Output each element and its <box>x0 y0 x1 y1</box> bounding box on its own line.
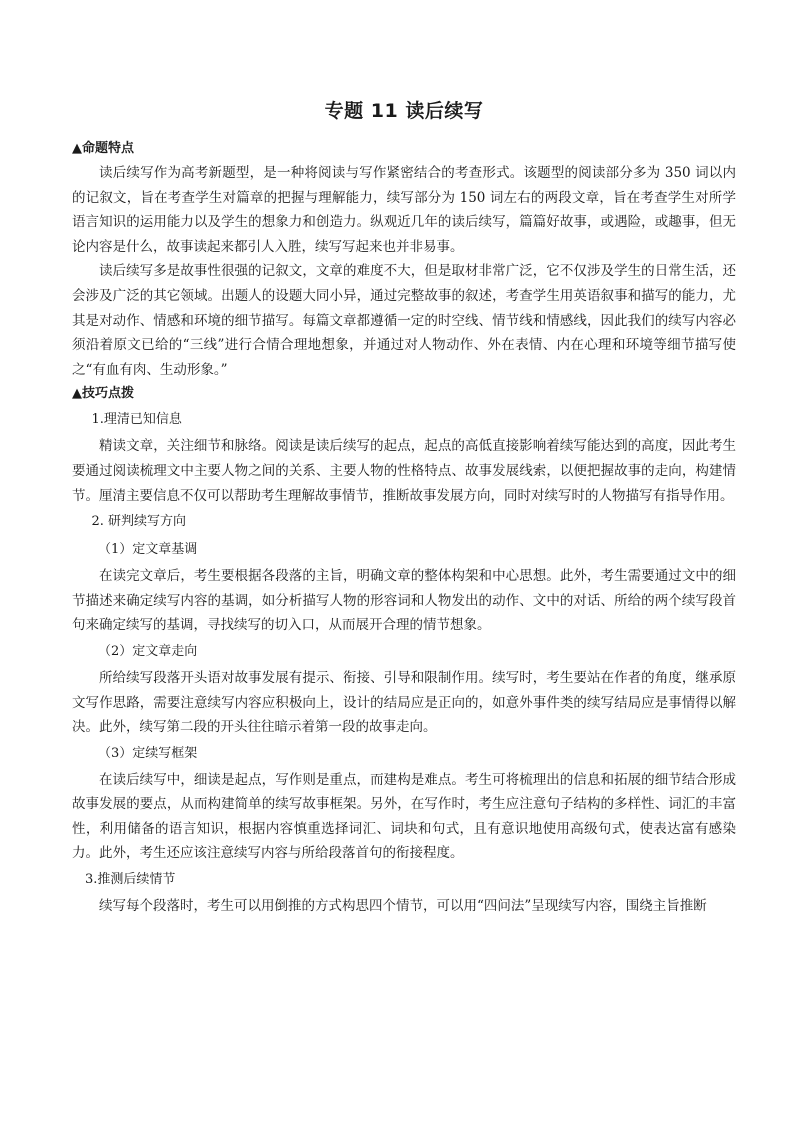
subheading-trend: （2）定文章走向 <box>98 643 198 659</box>
paragraph: 精读文章，关注细节和脉络。阅读是读后续写的起点，起点的高低直接影响着续写能达到的高度，因此考生要通过阅读梳理文中主要人物之间的关系、主要人物的性格特点、故事发展线索，以便把握故事的走向，构建情节。厘清主要信息不仅可以帮助考生理解故事情节，推断故事发展方向，同时对续写时的人物描写有指导作用。 <box>72 438 736 504</box>
subheading-writing-direction: 2. 研判续写方向 <box>91 514 187 530</box>
paragraph: 续写每个段落时，考生可以用倒推的方式构思四个情节，可以用“四问法”呈现续写内容，围绕主旨推断 <box>99 898 707 915</box>
page-title: 专题 11 读后续写 <box>324 100 484 122</box>
subheading-predict-plot: 3.推测后续情节 <box>85 872 176 888</box>
paragraph: 所给续写段落开头语对故事发展有提示、衔接、引导和限制作用。续写时，考生要站在作者的角度，继承原文写作思路，需要注意续写内容应积极向上，设计的结局应是正向的，如意外事件类的续写结局应是事情得以解决。此外，续写第二段的开头往往暗示着第一段的故事走向。 <box>72 669 736 736</box>
section-heading-exam-features: ▲命题特点 <box>72 141 134 156</box>
subheading-clarify-info: 1.理清已知信息 <box>91 412 182 428</box>
paragraph: 读后续写作为高考新题型，是一种将阅读与写作紧密结合的考查形式。该题型的阅读部分多为 350 词以内的记叙文，旨在考查学生对篇章的把握与理解能力，续写部分为 150 词左右的两段文章，旨在考查学生对所学语言知识的运用能力以及学生的想象力和创造力。纵观近几年的读后续写，篇篇好故事，或遇险，或趣事，但无论内容是什么，故事读起来都引人入胜，续写写起来也并非易事。 <box>72 165 736 255</box>
section-heading-tips: ▲技巧点拨 <box>72 386 134 402</box>
subheading-tone: （1）定文章基调 <box>98 542 198 558</box>
paragraph: 在读后续写中，细读是起点，写作则是重点，而建构是难点。考生可将梳理出的信息和拓展的细节结合形成故事发展的要点，从而构建简单的续写故事框架。另外，在写作时，考生应注意句子结构的多样性、词汇的丰富性，利用储备的语言知识，根据内容慎重选择词汇、词块和句式，且有意识地使用高级句式，使表达富有感染力。此外，考生还应该注意续写内容与所给段落首句的衔接程度。 <box>72 771 736 862</box>
paragraph: 读后续写多是故事性很强的记叙文，文章的难度不大，但是取材非常广泛，它不仅涉及学生的日常生活，还会涉及广泛的其它领域。出题人的设题大同小异，通过完整故事的叙述，考查学生用英语叙事和描写的能力，尤其是对动作、情感和环境的细节描写。每篇文章都遵循一定的时空线、情节线和情感线，因此我们的续写内容必须沿着原文已给的“三线”进行合情合理地想象，并通过对人物动作、外在表情、内在心理和环境等细节描写使之“有血有肉、生动形象。” <box>72 263 736 378</box>
paragraph: 在读完文章后，考生要根据各段落的主旨，明确文章的整体构架和中心思想。此外，考生需要通过文中的细节描述来确定续写内容的基调，如分析描写人物的形容词和人物发出的动作、文中的对话、所给的两个续写段首句来确定续写的基调，寻找续写的切入口，从而展开合理的情节想象。 <box>72 568 736 634</box>
subheading-framework: （3）定续写框架 <box>98 745 198 761</box>
